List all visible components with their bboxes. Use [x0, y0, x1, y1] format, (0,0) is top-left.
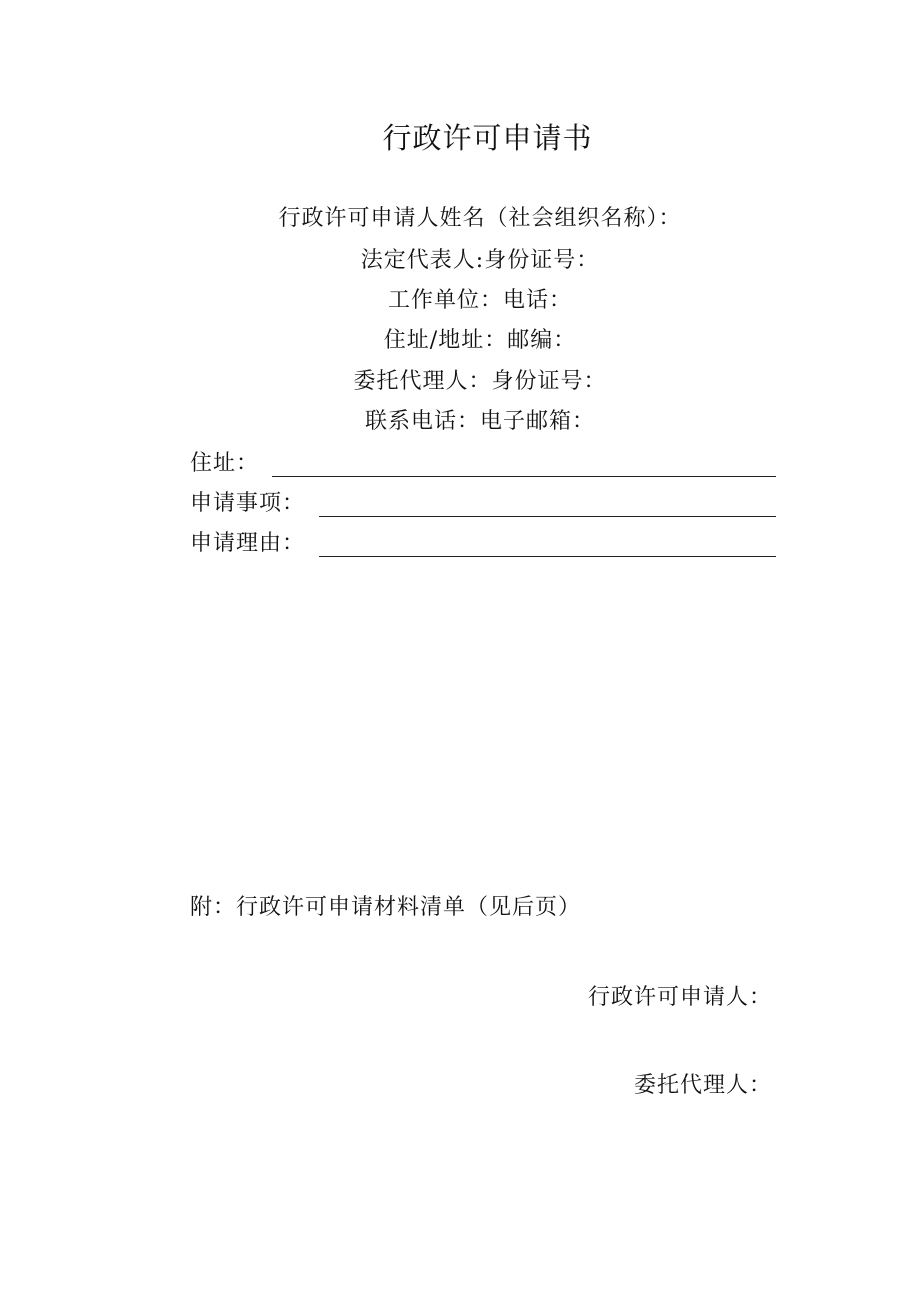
agent-id-line: 委托代理人：身份证号： [353, 369, 607, 394]
address-field-blank[interactable] [272, 476, 776, 477]
document-title: 行政许可申请书 [382, 121, 593, 155]
agent-signature-label: 委托代理人： [633, 1073, 772, 1098]
application-reason-label: 申请理由： [190, 531, 306, 556]
work-unit-line: 工作单位：电话： [387, 288, 572, 313]
address-field [190, 446, 776, 478]
applicant-name-line: 行政许可申请人姓名（社会组织名称）： [278, 206, 682, 231]
address-postcode-line: 住址/地址：邮编： [383, 328, 577, 353]
application-matter-label: 申请事项： [190, 491, 306, 516]
legal-representative-line: 法定代表人:身份证号： [360, 248, 600, 273]
application-matter-blank[interactable] [319, 516, 776, 517]
address-field-label: 住址： [190, 451, 260, 476]
application-reason-field [190, 526, 776, 558]
applicant-signature-label: 行政许可申请人： [587, 985, 772, 1010]
application-reason-blank[interactable] [319, 556, 776, 557]
contact-email-line: 联系电话：电子邮箱： [364, 409, 595, 434]
attachment-note: 附：行政许可申请材料清单（见后页） [190, 895, 582, 920]
application-matter-field [190, 486, 776, 518]
